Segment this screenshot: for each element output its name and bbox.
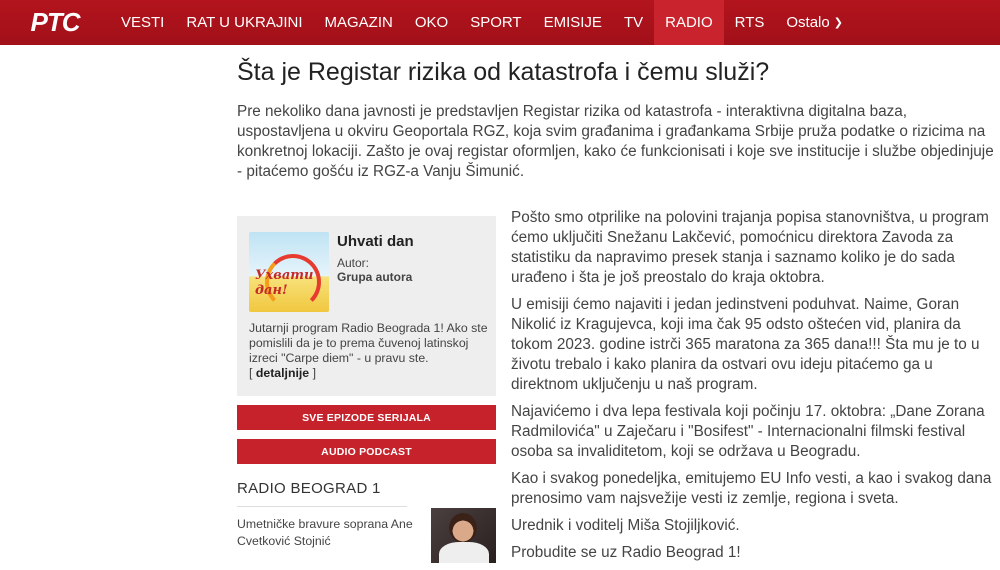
nav-item-ostalo-label: Ostalo (786, 14, 830, 31)
article-paragraph: U emisiji ćemo najaviti i jedan jedinstveni poduhvat. Naime, Goran Nikolić iz Kragujevca, koji ima čak 95 odsto oštećen vid, planira da tokom 2023. godine istrči 365 maratona za 365 dana!!! Šta mu je to u životu trebalo i kako planira da ostvari ovu ideju pitaćemo ga u direktnom uključenju u naš program. (511, 296, 980, 393)
show-title[interactable]: Uhvati dan (337, 233, 414, 250)
nav-item-vesti[interactable]: VESTI (121, 14, 165, 31)
nav-item-radio[interactable]: RADIO (654, 0, 724, 45)
details-bracket-open: [ (249, 366, 256, 380)
nav-item-rat-u-ukrajini[interactable]: RAT U UKRAJINI (186, 14, 303, 31)
all-episodes-button[interactable]: SVE EPIZODE SERIJALA (237, 405, 496, 430)
article-lead: Pre nekoliko dana javnosti je predstavljen Registar rizika od katastrofa - interaktivna digitalna baza, uspostavljena u okviru Geoportala RGZ, koja svim građanima i građankama Srbije pruža podatke o rizicima na konkretnoj lokaciji. Zašto je ovaj registar oformljen, kako će funkcionisati i koje sve institucije i službe objedinjuje - pitaćemo gošću iz RGZ-a Vanju Šimunić. (237, 103, 994, 180)
audio-podcast-button[interactable]: AUDIO PODCAST (237, 439, 496, 464)
details-link[interactable]: detaljnije (255, 366, 310, 380)
chevron-down-icon: ❯ (833, 17, 843, 29)
rts-logo[interactable]: PTC (30, 7, 80, 37)
article-body (511, 208, 1000, 570)
article-paragraph: Probudite se uz Radio Beograd 1! (511, 544, 741, 561)
thumbnail-logo-text: Ухвати дан! (255, 268, 314, 298)
show-info-box (237, 216, 496, 396)
show-description (249, 321, 489, 381)
nav-item-ostalo[interactable] (775, 0, 854, 45)
author-name: Grupa autora (337, 270, 413, 284)
page-title: Šta je Registar rizika od katastrofa i čemu služi? (237, 58, 770, 86)
article-paragraph: Pošto smo otprilike na polovini trajanja popisa stanovništva, u program ćemo uključiti Snežanu Lakčević, pomoćnicu direktora Zavoda za statistiku da napravimo presek stanja i saznamo koliko je do sada urađeno i šta je još preostalo do kraja oktobra. (511, 209, 989, 286)
show-thumbnail[interactable] (249, 232, 329, 312)
nav-item-tv[interactable]: TV (623, 14, 644, 31)
article-paragraph: Urednik i voditelj Miša Stojiljković. (511, 517, 740, 534)
nav-item-oko[interactable]: OKO (414, 14, 449, 31)
portrait-head (449, 513, 477, 543)
section-divider (237, 506, 407, 507)
details-bracket-close: ] (309, 366, 316, 380)
top-navigation (0, 0, 1000, 45)
nav-item-sport[interactable]: SPORT (470, 14, 522, 31)
show-description-text: Jutarnji program Radio Beograda 1! Ako ste pomislili da je to prema čuvenoj latinskoj izreci "Carpe diem" - u pravu ste. (249, 321, 488, 365)
author-label: Autor: (337, 256, 370, 270)
nav-item-emisije[interactable]: EMISIJE (543, 14, 602, 31)
portrait-body (439, 542, 489, 563)
article-paragraph: Kao i svakog ponedeljka, emitujemo EU Info vesti, a kao i svakog dana prenosimo vam najsvežije vesti iz zemlje, regiona i sveta. (511, 470, 992, 507)
related-item-link[interactable]: Umetničke bravure soprana Ane Cvetković Stojnić (237, 517, 413, 548)
nav-item-magazin[interactable]: MAGAZIN (324, 14, 393, 31)
nav-item-rts[interactable]: RTS (734, 14, 765, 31)
related-item-image[interactable] (431, 508, 496, 563)
article-paragraph: Najavićemo i dva lepa festivala koji počinju 17. oktobra: „Dane Zorana Radmilovića" u Zaječaru i "Bosifest" - Internacionalni filmski festival osoba sa invaliditetom, koji se održava u Beogradu. (511, 403, 985, 460)
related-section-title: RADIO BEOGRAD 1 (237, 480, 381, 497)
